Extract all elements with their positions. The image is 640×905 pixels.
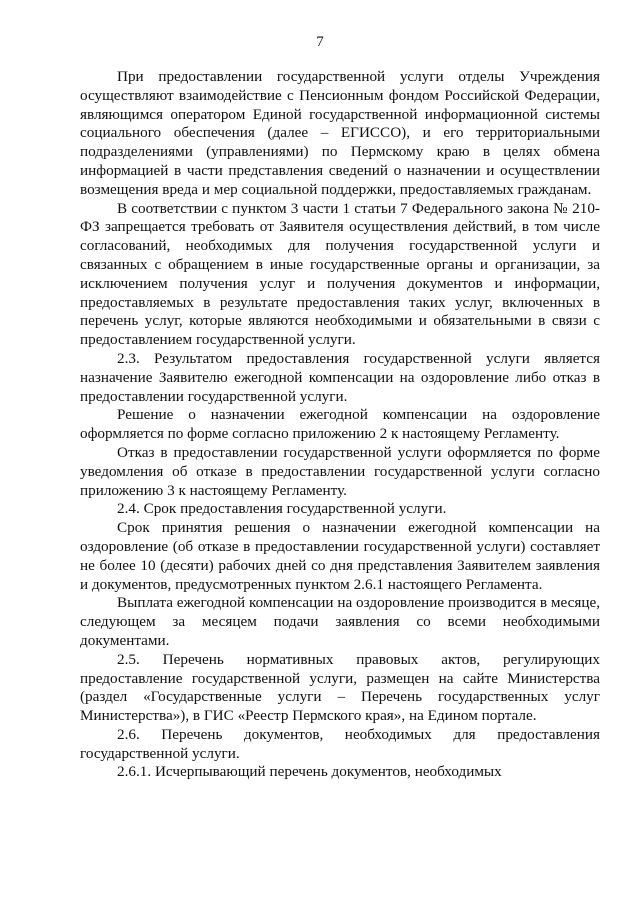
paragraph-decision-term: Срок принятия решения о назначении ежегодной компенсации на оздоровление (об отказе в предоставлении государственной услуги) составляет не более 10 (десяти) рабочих дней со дня представления Заявителем заявления и документов, предусмотренных пунктом 2.6.1 настоящего Регламента. [80,519,600,593]
paragraph-2-4-heading: 2.4. Срок предоставления государственной услуги. [117,500,447,518]
paragraph-interaction-pfr: При предоставлении государственной услуги отделы Учреждения осуществляют взаимодействие с Пенсионным фондом Российской Федерации, являющимся оператором Единой государственной информационной системы социального обеспечения (далее – ЕГИССО), и его территориальными подразделениями (управлениями) по Пермскому краю в целях обмена информацией в части представления сведений о назначении и осуществлении возмещения вреда и мер социальной поддержки, предоставляемых гражданам. [80,68,600,198]
paragraph-payment: Выплата ежегодной компенсации на оздоровление производится в месяце, следующем за месяцем подачи заявления со всеми необходимыми документами. [80,594,600,649]
paragraph-2-5-legal-acts: 2.5. Перечень нормативных правовых актов, регулирующих предоставление государственной услуги, размещен на сайте Министерства (раздел «Государственные услуги – Перечень государственных услуг Министерства»), в ГИС «Реестр Пермского края», на Едином портале. [80,650,600,725]
paragraph-prohibition-210fz: В соответствии с пунктом 3 части 1 статьи 7 Федерального закона № 210-ФЗ запрещается требовать от Заявителя осуществления действий, в том числе согласований, необходимых для получения государственной услуги и связанных с обращением в иные государственные органы и организации, за исключением получения услуг и получения документов и информации, предоставляемых в результате предоставления таких услуг, включенных в перечень услуг, которые являются необходимыми и обязательными в связи с предоставлением государственной услуги. [80,199,600,349]
paragraph-2-6-1-list: 2.6.1. Исчерпывающий перечень документов, необходимых [117,763,502,781]
page-number: 7 [316,34,324,50]
paragraph-decision-form: Решение о назначении ежегодной компенсации на оздоровление оформляется по форме согласно приложению 2 к настоящему Регламенту. [80,406,600,443]
paragraph-refusal-form: Отказ в предоставлении государственной услуги оформляется по форме уведомления об отказе в предоставлении государственной услуги согласно приложению 3 к настоящему Регламенту. [80,443,600,499]
paragraph-2-6-documents: 2.6. Перечень документов, необходимых для предоставления государственной услуги. [80,725,600,762]
paragraph-2-3-result: 2.3. Результатом предоставления государственной услуги является назначение Заявителю ежегодной компенсации на оздоровление либо отказ в предоставлении государственной услуги. [80,349,600,405]
document-body [80,68,600,782]
